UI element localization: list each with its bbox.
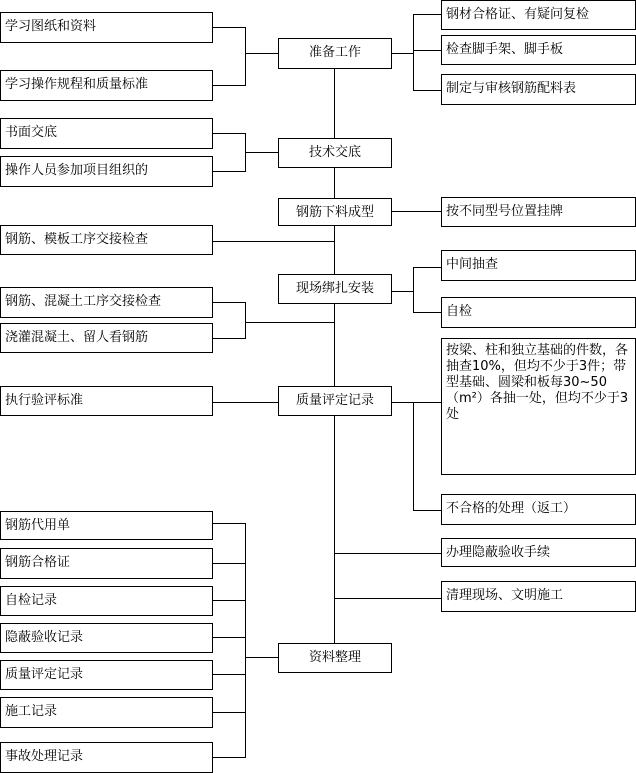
pour-watch-box: 浇灌混凝土、留人看钢筋 — [0, 323, 213, 353]
study-drawings-box: 学习图纸和资料 — [0, 12, 213, 43]
document-item: 事故处理记录 — [0, 742, 213, 773]
cleanup-box: 清理现场、文明施工 — [441, 581, 636, 612]
nonconforming-handling-box: 不合格的处理（返工） — [441, 494, 636, 525]
rebar-schedule-box: 制定与审核钢筋配料表 — [441, 74, 636, 105]
formwork-handover-box: 钢筋、模板工序交接检查 — [0, 225, 213, 255]
study-rules-box: 学习操作规程和质量标准 — [0, 70, 213, 101]
document-item: 钢筋代用单 — [0, 511, 213, 540]
quality-evaluation-box: 质量评定记录 — [278, 386, 392, 416]
document-item: 质量评定记录 — [0, 660, 213, 690]
hang-tags-box: 按不同型号位置挂牌 — [441, 197, 636, 227]
spot-check-box: 中间抽查 — [441, 250, 636, 281]
sampling-rule-box: 按梁、柱和独立基础的件数，各抽查10%，但均不少于3件；带型基础、圆梁和板每30~50（m²）各抽一处，但均不少于3处 — [441, 338, 636, 475]
document-item: 隐蔽验收记录 — [0, 623, 213, 653]
document-item: 自检记录 — [0, 586, 213, 616]
self-check-box: 自检 — [441, 297, 636, 328]
hidden-acceptance-box: 办理隐蔽验收手续 — [441, 538, 636, 567]
tech-briefing-box: 技术交底 — [278, 138, 392, 168]
document-organization-box: 资料整理 — [278, 643, 392, 673]
execute-standard-box: 执行验评标准 — [0, 386, 213, 416]
scaffold-check-box: 检查脚手架、脚手板 — [441, 35, 636, 65]
staff-participation-box: 操作人员参加项目组织的 — [0, 156, 213, 187]
cert-recheck-box: 钢材合格证、有疑问复检 — [441, 0, 636, 30]
rebar-cutting-box: 钢筋下料成型 — [278, 198, 392, 226]
document-item: 钢筋合格证 — [0, 548, 213, 579]
written-briefing-box: 书面交底 — [0, 118, 213, 149]
prepare-work-box: 准备工作 — [278, 38, 392, 69]
site-binding-box: 现场绑扎安装 — [278, 274, 392, 304]
document-item: 施工记录 — [0, 697, 213, 728]
concrete-handover-box: 钢筋、混凝土工序交接检查 — [0, 287, 213, 318]
